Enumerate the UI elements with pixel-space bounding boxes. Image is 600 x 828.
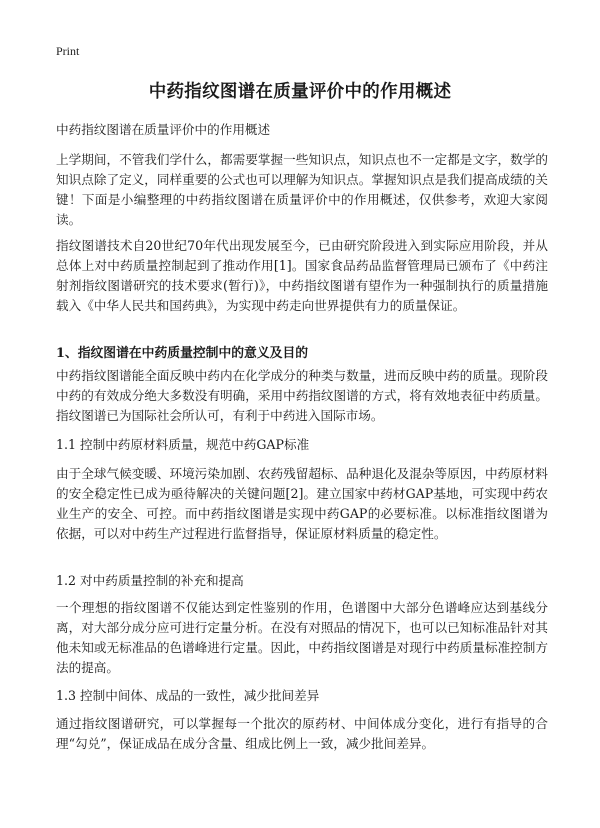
section-1-2-heading: 1.2 对中药质量控制的补充和提高 xyxy=(56,573,244,588)
section-1-heading: 1、指纹图谱在中药质量控制中的意义及目的 xyxy=(56,346,309,361)
section-1-1-paragraph: 由于全球气候变暖、环境污染加剧、农药残留超标、品种退化及混杂等原因，中药原材料的安全稳定性已成为亟待解决的关键问题[2]。建立国家中药材GAP基地，可实现中药农业生产的安全、可控。而中药指纹图谱是实现中药GAP的必要标准。以标准指纹图谱为依据，可以对中药生产过程进行监督指导，保证原材料质量的稳定性。 xyxy=(56,466,548,541)
section-1-3-heading: 1.3 控制中间体、成品的一致性，减少批间差异 xyxy=(56,688,320,703)
section-1-2-paragraph: 一个理想的指纹图谱不仅能达到定性鉴别的作用，色谱图中大部分色谱峰应达到基线分离，对大部分成分应可进行定量分析。在没有对照品的情况下，也可以已知标准品针对其他未知或无标准品的色谱峰进行定量。因此，中药指纹图谱是对现行中药质量标准控制方法的提高。 xyxy=(56,600,548,675)
section-1-3-paragraph: 通过指纹图谱研究，可以掌握每一个批次的原药材、中间体成分变化，进行有指导的合理“勾兑”，保证成品在成分含量、组成比例上一致，减少批间差异。 xyxy=(56,716,548,751)
background-paragraph: 指纹图谱技术自20世纪70年代出现发展至今，已由研究阶段进入到实际应用阶段，并从总体上对中药质量控制起到了推动作用[1]。国家食品药品监督管理局已颁布了《中药注射剂指纹图谱研究的技术要求(暂行)》，中药指纹图谱有望作为一种强制执行的质量措施载入《中华人民共和国药典》，为实现中药走向世界提供有力的质量保证。 xyxy=(56,238,548,313)
section-1-paragraph: 中药指纹图谱能全面反映中药内在化学成分的种类与数量，进而反映中药的质量。现阶段中药的有效成分绝大多数没有明确，采用中药指纹图谱的方式，将有效地表征中药质量。指纹图谱已为国际社会所认可，有利于中药进入国际市场。 xyxy=(56,368,548,423)
print-link[interactable]: Print xyxy=(56,44,80,58)
section-1-1-heading: 1.1 控制中药原材料质量，规范中药GAP标准 xyxy=(56,437,310,452)
intro-paragraph: 上学期间，不管我们学什么，都需要掌握一些知识点，知识点也不一定都是文字，数学的知识点除了定义，同样重要的公式也可以理解为知识点。掌握知识点是我们提高成绩的关键！下面是小编整理的中药指纹图谱在质量评价中的作用概述，仅供参考，欢迎大家阅读。 xyxy=(56,152,548,227)
page-title: 中药指纹图谱在质量评价中的作用概述 xyxy=(148,82,452,102)
article-subtitle: 中药指纹图谱在质量评价中的作用概述 xyxy=(56,122,271,137)
